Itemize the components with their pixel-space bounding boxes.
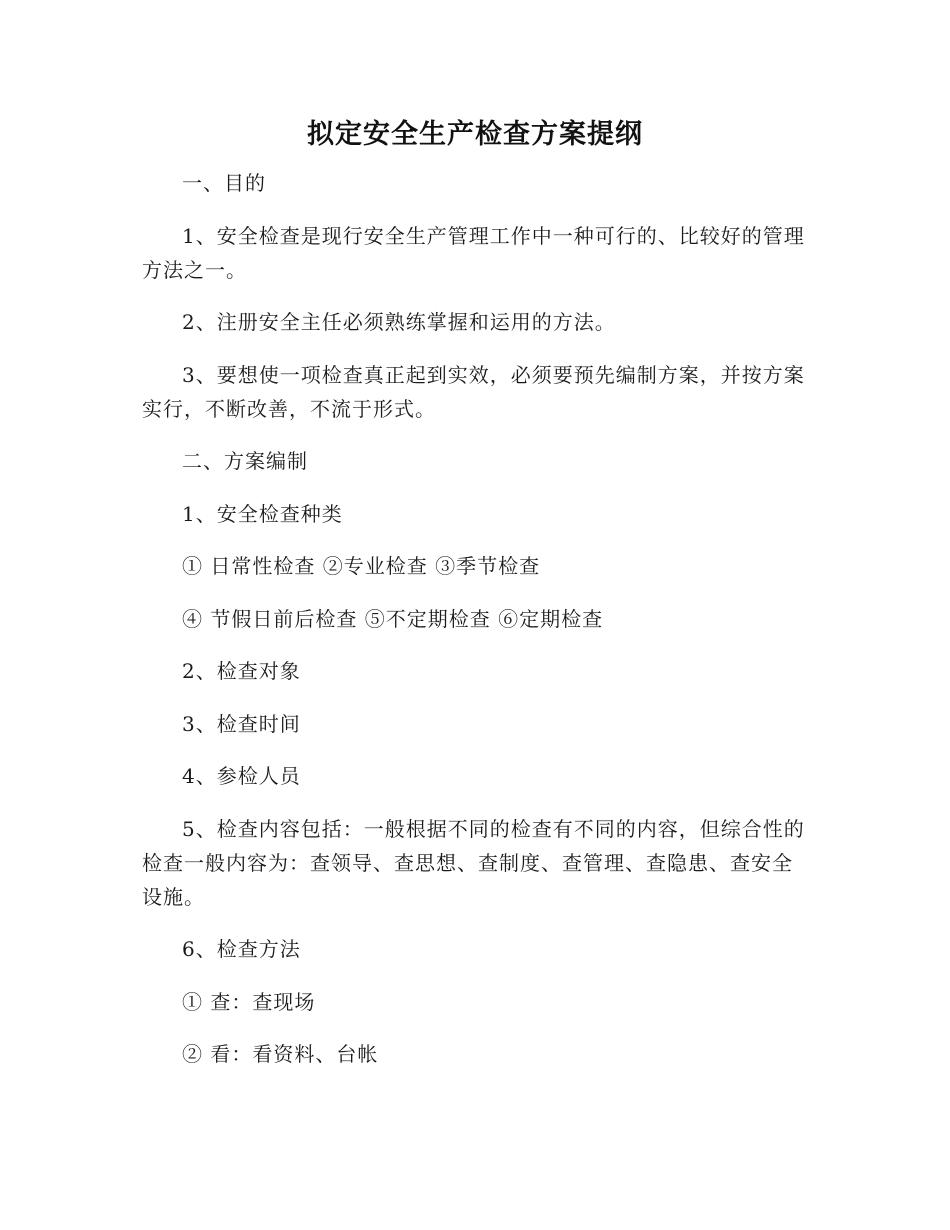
list-item: ④ 节假日前后检查 ⑤不定期检查 ⑥定期检查 xyxy=(182,606,604,631)
list-item: ① 日常性检查 ②专业检查 ③季节检查 xyxy=(182,554,541,578)
paragraph: 4、参检人员 xyxy=(182,764,301,788)
paragraph: 3、检查时间 xyxy=(182,711,301,736)
paragraph: 5、检查内容包括：一般根据不同的检查有不同的内容，但综合性的检查一般内容为：查领导、查思想、查制度、查管理、查隐患、查安全设施。 xyxy=(142,816,805,909)
paragraph: 6、检查方法 xyxy=(182,937,301,961)
list-item: ① 查：查现场 xyxy=(182,989,316,1014)
paragraph: 2、注册安全主任必须熟练掌握和运用的方法。 xyxy=(182,310,616,334)
paragraph: 1、安全检查是现行安全生产管理工作中一种可行的、比较好的管理方法之一。 xyxy=(142,223,805,282)
heading-plan: 二、方案编制 xyxy=(182,449,308,473)
paragraph: 1、安全检查种类 xyxy=(182,501,343,526)
paragraph: 2、检查对象 xyxy=(182,659,301,683)
document-title: 拟定安全生产检查方案提纲 xyxy=(307,119,643,150)
heading-purpose: 一、目的 xyxy=(182,171,266,195)
list-item: ② 看：看资料、台帐 xyxy=(182,1042,379,1066)
document-body xyxy=(142,166,810,1090)
paragraph: 3、要想使一项检查真正起到实效，必须要预先编制方案，并按方案实行，不断改善，不流于形式。 xyxy=(142,362,805,421)
